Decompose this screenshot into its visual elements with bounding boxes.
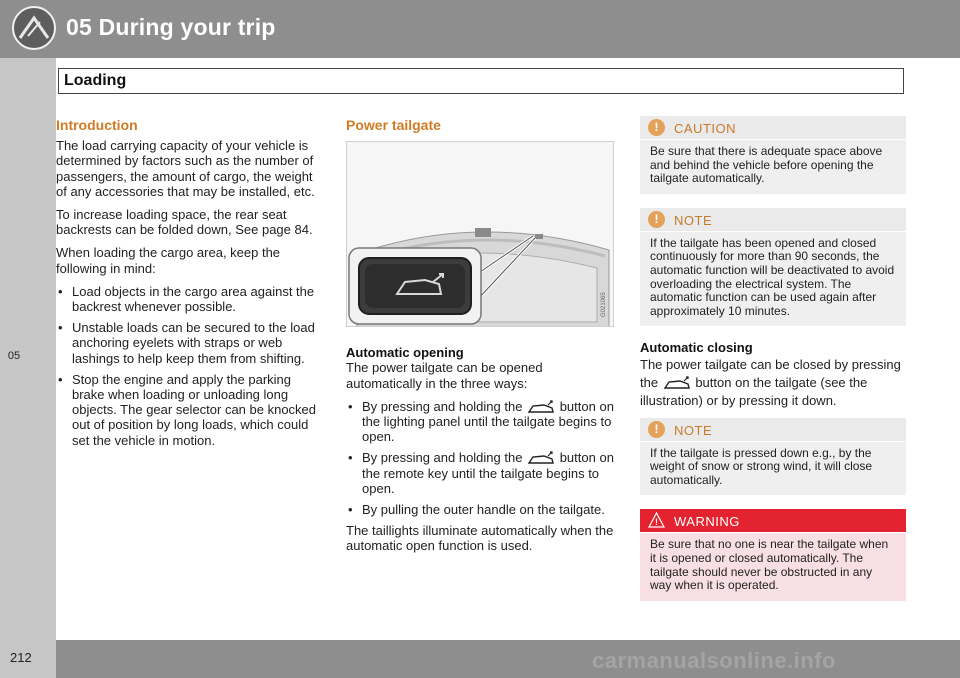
exclamation-icon: ! (648, 119, 665, 136)
figure-code: G021065 (601, 292, 607, 318)
introduction-paragraph: When loading the cargo area, keep the following in mind: (56, 245, 281, 276)
automatic-closing-heading: Automatic closing (640, 340, 753, 356)
list-item: • By pressing and holding the button on the lighting panel until the tailgate begins to open. (348, 398, 614, 445)
notices-column (640, 116, 906, 615)
introduction-paragraph: To increase loading space, the rear seat backrests can be folded down, See page 84. (56, 207, 313, 238)
automatic-closing-text: The power tailgate can be closed by pressing the button on the tailgate (see the illustration) or by pressing it down. (640, 356, 901, 408)
list-item: • By pressing and holding the button on the remote key until the tailgate begins to open. (348, 450, 614, 496)
note-text: If the tailgate has been opened and closed continuously for more than 90 seconds, the automatic function will be deactivated to avoid overloading the electrical system. The automatic function can be used again after approximately 10 minutes. (640, 232, 906, 327)
tailgate-open-icon (526, 400, 556, 414)
warning-triangle-icon (648, 512, 665, 529)
chapter-title: 05 During your trip (66, 14, 276, 40)
road-logo-icon (12, 6, 56, 50)
section-bar (58, 68, 904, 94)
chapter-number: 05 (7, 350, 21, 362)
caution-label: CAUTION (674, 121, 736, 136)
tailgate-button-illustration (346, 141, 614, 327)
tailgate-open-icon (526, 451, 556, 465)
taillights-note: The taillights illuminate automatically when the automatic open function is used. (346, 523, 614, 554)
power-tailgate-column (346, 118, 614, 562)
opening-methods-list (346, 399, 614, 517)
note-box (640, 208, 906, 327)
introduction-column (56, 118, 322, 454)
introduction-paragraph: The load carrying capacity of your vehicle is determined by factors such as the number of passengers, the amount of cargo, the weight of any accessories that may be installed, etc. (56, 138, 315, 199)
section-title: Loading (64, 72, 127, 89)
power-tailgate-heading: Power tailgate (346, 117, 441, 133)
automatic-opening-heading: Automatic opening (346, 345, 464, 361)
note-box (640, 418, 906, 496)
note-text: If the tailgate is pressed down e.g., by the weight of snow or strong wind, it will close automatically. (640, 442, 906, 496)
introduction-heading: Introduction (56, 117, 138, 133)
note-label: NOTE (674, 422, 713, 438)
info-icon: ! (648, 421, 665, 438)
list-item: • By pulling the outer handle on the tailgate. (348, 502, 605, 518)
warning-box (640, 509, 906, 600)
warning-label: WARNING (674, 514, 740, 530)
list-item: • Load objects in the cargo area against the backrest whenever possible. (58, 283, 315, 315)
list-item: • Stop the engine and apply the parking brake when loading or unloading long objects. The gear selector can be knocked out of position by long loads, which could set the vehicle in motion. (58, 371, 317, 448)
warning-text: Be sure that no one is near the tailgate when it is opened or closed automatically. The tailgate should never be obstructed in any way when it is operated. (640, 533, 906, 600)
automatic-opening-intro: The power tailgate can be opened automatically in the three ways: (346, 360, 543, 391)
note-label: NOTE (674, 212, 713, 228)
tailgate-open-icon (662, 376, 692, 390)
watermark: carmanualsonline.info (592, 648, 836, 673)
info-icon: ! (648, 211, 665, 228)
caution-text: Be sure that there is adequate space above and behind the vehicle before opening the tailgate automatically. (640, 140, 906, 194)
loading-tips-list (56, 284, 322, 448)
page-number: 212 (10, 650, 32, 665)
list-item: • Unstable loads can be secured to the load anchoring eyelets with straps or web lashings to help keep them from shifting. (58, 320, 315, 366)
caution-box (640, 116, 906, 194)
svg-text:!: ! (655, 517, 658, 528)
chapter-sidebar (0, 58, 56, 640)
